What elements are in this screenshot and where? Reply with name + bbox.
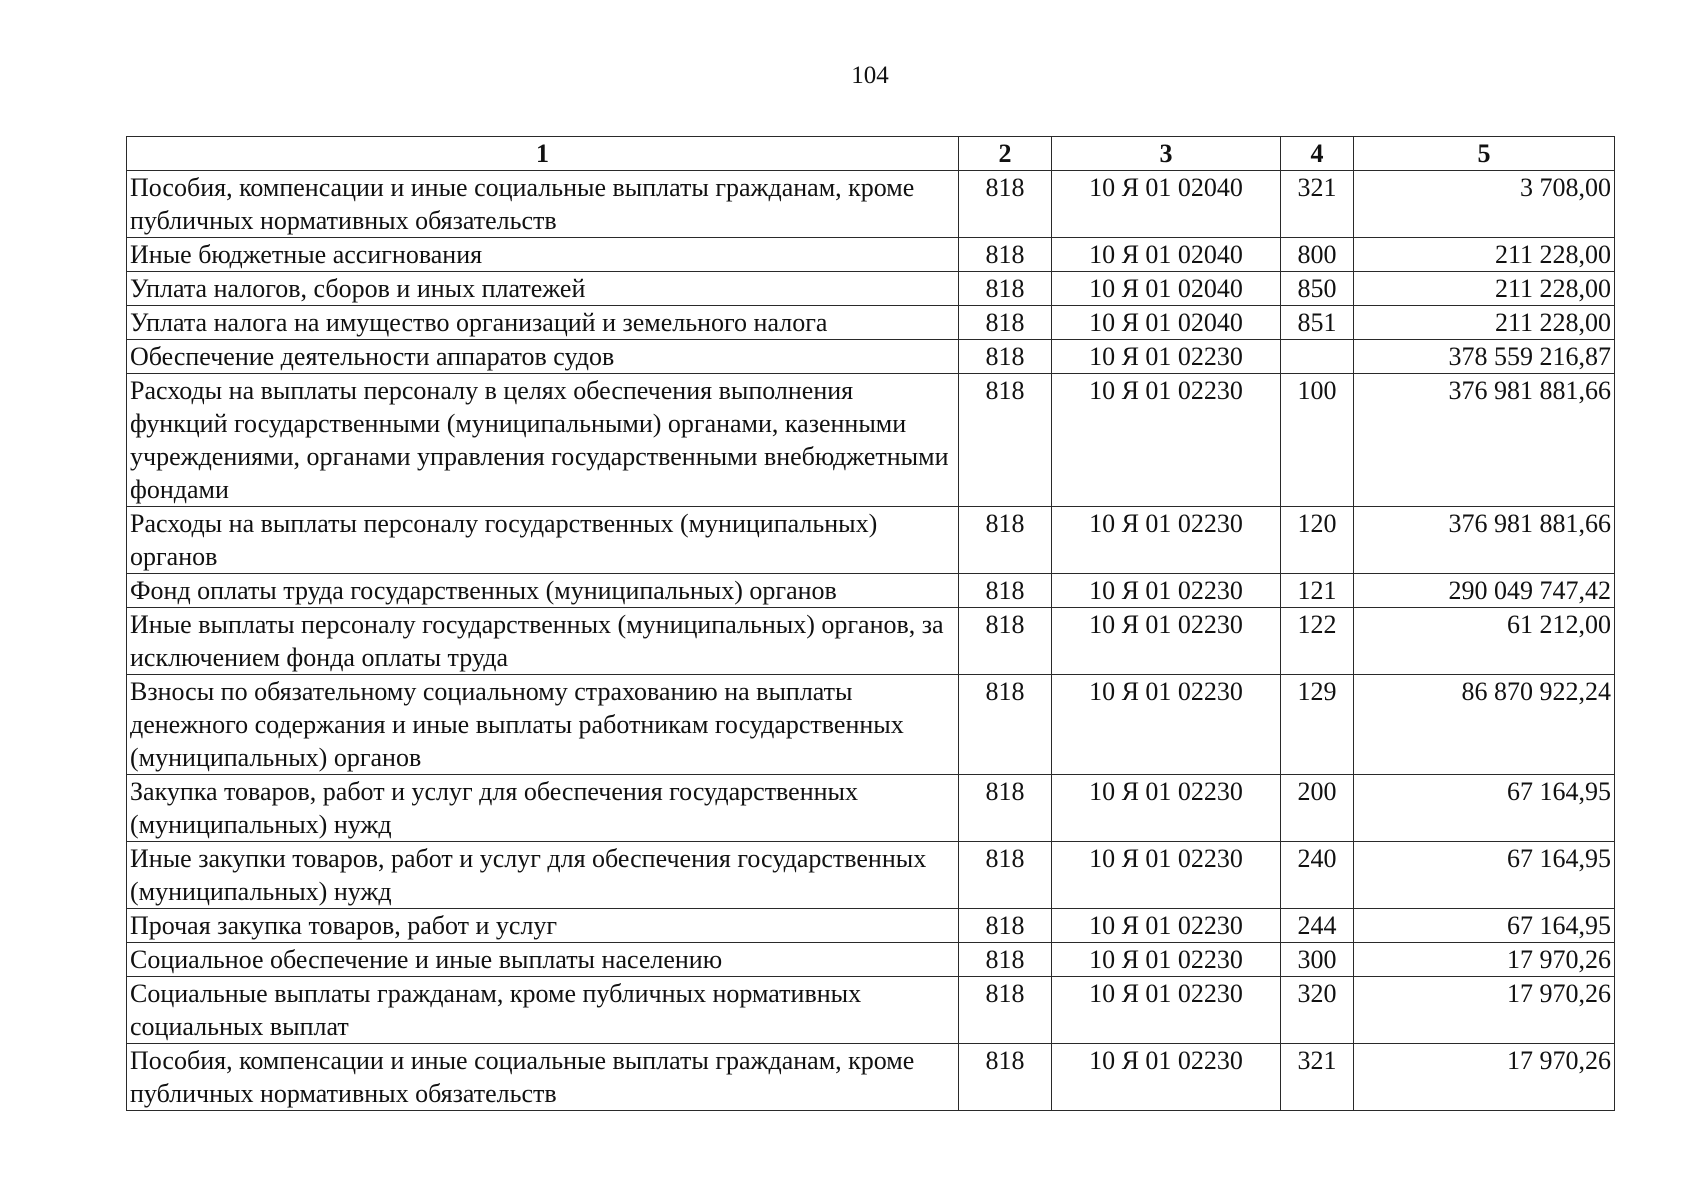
table-row [127,340,1615,374]
row-expense-type-cell: 122 [1281,608,1354,675]
row-expense-type-cell: 120 [1281,507,1354,574]
row-article-code-cell: 10 Я 01 02230 [1052,909,1281,943]
row-ministry-code-cell: 818 [959,374,1052,507]
row-amount-cell: 211 228,00 [1354,306,1615,340]
row-amount-cell: 376 981 881,66 [1354,507,1615,574]
row-ministry-code-cell: 818 [959,909,1052,943]
table-body [127,171,1615,1111]
row-amount-cell: 67 164,95 [1354,842,1615,909]
table-row [127,574,1615,608]
header-cell-5: 5 [1354,137,1615,171]
row-amount-cell: 290 049 747,42 [1354,574,1615,608]
row-name-cell: Пособия, компенсации и иные социальные выплаты гражданам, кроме публичных нормативных обязательств [127,171,959,238]
row-article-code-cell: 10 Я 01 02230 [1052,842,1281,909]
row-name-cell: Расходы на выплаты персоналу государственных (муниципальных) органов [127,507,959,574]
row-ministry-code-cell: 818 [959,842,1052,909]
row-expense-type-cell: 200 [1281,775,1354,842]
page-number: 104 [851,62,889,89]
row-amount-cell: 86 870 922,24 [1354,675,1615,775]
row-name-cell: Пособия, компенсации и иные социальные выплаты гражданам, кроме публичных нормативных обязательств [127,1044,959,1111]
row-expense-type-cell: 800 [1281,238,1354,272]
row-amount-cell: 67 164,95 [1354,775,1615,842]
row-expense-type-cell: 320 [1281,977,1354,1044]
table-row [127,238,1615,272]
row-name-cell: Социальное обеспечение и иные выплаты населению [127,943,959,977]
row-expense-type-cell [1281,340,1354,374]
row-ministry-code-cell: 818 [959,306,1052,340]
row-name-cell: Закупка товаров, работ и услуг для обеспечения государственных (муниципальных) нужд [127,775,959,842]
table-row [127,977,1615,1044]
row-name-cell: Иные выплаты персоналу государственных (муниципальных) органов, за исключением фонда оплаты труда [127,608,959,675]
table-row [127,1044,1615,1111]
row-article-code-cell: 10 Я 01 02040 [1052,306,1281,340]
row-expense-type-cell: 100 [1281,374,1354,507]
row-amount-cell: 17 970,26 [1354,943,1615,977]
row-expense-type-cell: 244 [1281,909,1354,943]
row-article-code-cell: 10 Я 01 02040 [1052,238,1281,272]
row-expense-type-cell: 321 [1281,171,1354,238]
row-article-code-cell: 10 Я 01 02040 [1052,171,1281,238]
row-expense-type-cell: 129 [1281,675,1354,775]
row-name-cell: Взносы по обязательному социальному страхованию на выплаты денежного содержания и иные выплаты работникам государственных (муниципальных) органов [127,675,959,775]
row-article-code-cell: 10 Я 01 02230 [1052,675,1281,775]
row-ministry-code-cell: 818 [959,171,1052,238]
header-cell-4: 4 [1281,137,1354,171]
row-amount-cell: 17 970,26 [1354,1044,1615,1111]
row-expense-type-cell: 850 [1281,272,1354,306]
row-ministry-code-cell: 818 [959,977,1052,1044]
row-amount-cell: 211 228,00 [1354,272,1615,306]
row-amount-cell: 3 708,00 [1354,171,1615,238]
row-expense-type-cell: 321 [1281,1044,1354,1111]
row-ministry-code-cell: 818 [959,675,1052,775]
row-article-code-cell: 10 Я 01 02230 [1052,574,1281,608]
header-cell-2: 2 [959,137,1052,171]
row-article-code-cell: 10 Я 01 02230 [1052,608,1281,675]
row-ministry-code-cell: 818 [959,272,1052,306]
row-expense-type-cell: 240 [1281,842,1354,909]
row-article-code-cell: 10 Я 01 02230 [1052,943,1281,977]
row-ministry-code-cell: 818 [959,1044,1052,1111]
table-row [127,171,1615,238]
row-name-cell: Уплата налогов, сборов и иных платежей [127,272,959,306]
row-name-cell: Социальные выплаты гражданам, кроме публичных нормативных социальных выплат [127,977,959,1044]
row-article-code-cell: 10 Я 01 02230 [1052,507,1281,574]
header-cell-3: 3 [1052,137,1281,171]
row-amount-cell: 67 164,95 [1354,909,1615,943]
row-expense-type-cell: 121 [1281,574,1354,608]
table-row [127,675,1615,775]
table-row [127,306,1615,340]
row-amount-cell: 61 212,00 [1354,608,1615,675]
row-expense-type-cell: 851 [1281,306,1354,340]
header-row [127,137,1615,171]
row-name-cell: Расходы на выплаты персоналу в целях обеспечения выполнения функций государственными (муниципальными) органами, казенными учреждениями, органами управления государственными внебюджетными фондами [127,374,959,507]
row-amount-cell: 17 970,26 [1354,977,1615,1044]
row-ministry-code-cell: 818 [959,340,1052,374]
row-amount-cell: 376 981 881,66 [1354,374,1615,507]
row-article-code-cell: 10 Я 01 02040 [1052,272,1281,306]
row-ministry-code-cell: 818 [959,608,1052,675]
row-amount-cell: 211 228,00 [1354,238,1615,272]
row-ministry-code-cell: 818 [959,943,1052,977]
row-name-cell: Фонд оплаты труда государственных (муниципальных) органов [127,574,959,608]
table-row [127,507,1615,574]
row-ministry-code-cell: 818 [959,238,1052,272]
table-row [127,775,1615,842]
row-ministry-code-cell: 818 [959,507,1052,574]
row-article-code-cell: 10 Я 01 02230 [1052,340,1281,374]
row-name-cell: Обеспечение деятельности аппаратов судов [127,340,959,374]
table-row [127,943,1615,977]
header-cell-1: 1 [127,137,959,171]
table-row [127,909,1615,943]
row-article-code-cell: 10 Я 01 02230 [1052,977,1281,1044]
table-row [127,374,1615,507]
row-name-cell: Уплата налога на имущество организаций и земельного налога [127,306,959,340]
row-ministry-code-cell: 818 [959,775,1052,842]
table-row [127,842,1615,909]
table-row [127,272,1615,306]
row-article-code-cell: 10 Я 01 02230 [1052,775,1281,842]
budget-table [126,136,1615,1111]
row-name-cell: Иные бюджетные ассигнования [127,238,959,272]
row-name-cell: Прочая закупка товаров, работ и услуг [127,909,959,943]
row-ministry-code-cell: 818 [959,574,1052,608]
table-row [127,608,1615,675]
row-article-code-cell: 10 Я 01 02230 [1052,374,1281,507]
row-name-cell: Иные закупки товаров, работ и услуг для обеспечения государственных (муниципальных) нужд [127,842,959,909]
row-amount-cell: 378 559 216,87 [1354,340,1615,374]
row-expense-type-cell: 300 [1281,943,1354,977]
row-article-code-cell: 10 Я 01 02230 [1052,1044,1281,1111]
